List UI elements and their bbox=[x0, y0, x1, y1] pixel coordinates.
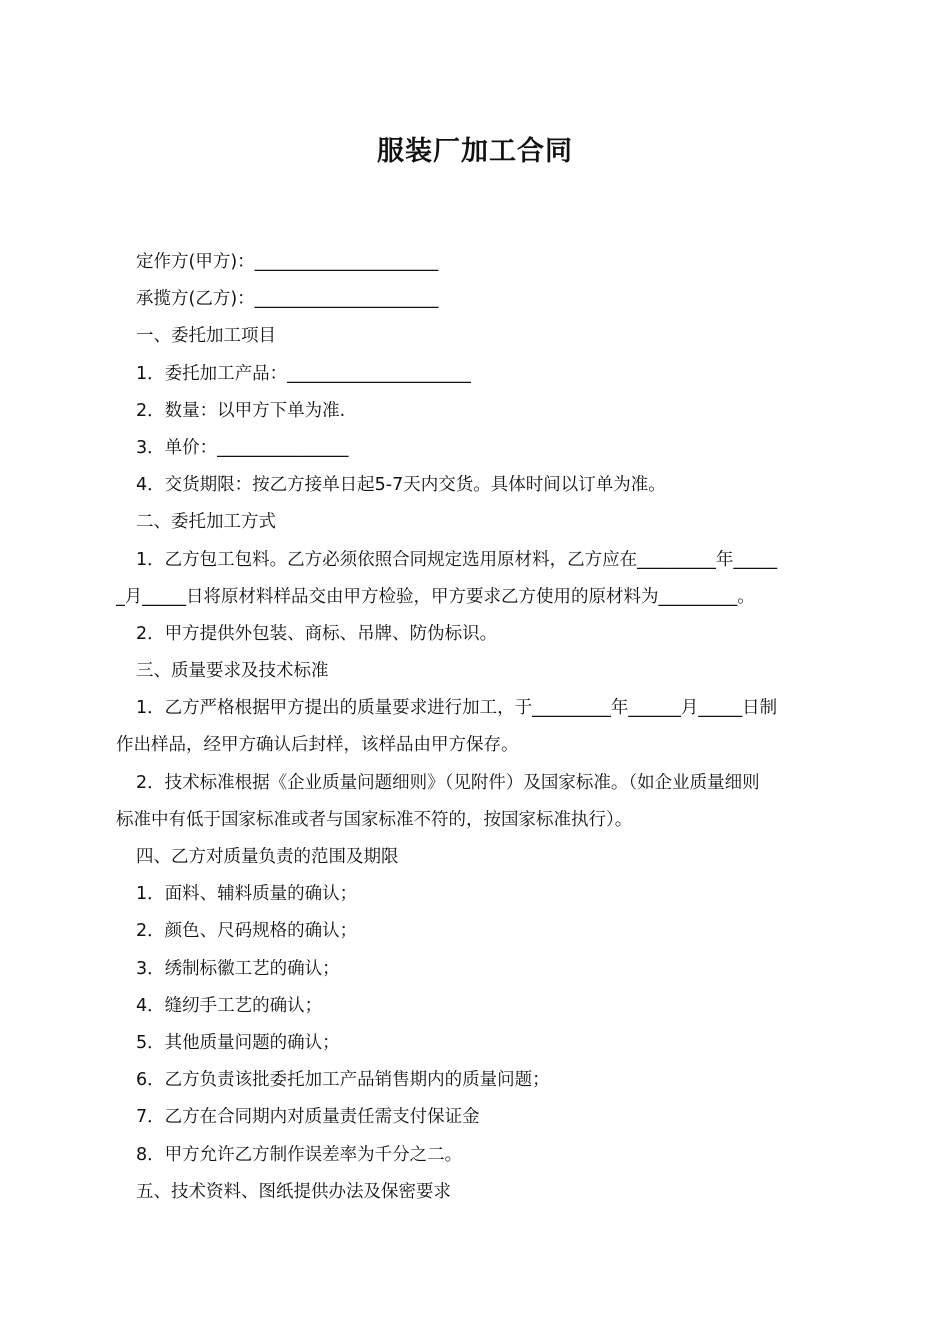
party-b-line: 承揽方(乙方)：_____________________ bbox=[136, 289, 439, 310]
clause-continuation-line: 作出样品，经甲方确认后封样，该样品由甲方保存。 bbox=[116, 735, 519, 756]
clause-line: 2．技术标准根据《企业质量问题细则》（见附件）及国家标准。（如企业质量细则 bbox=[136, 772, 760, 793]
clause-line: 6．乙方负责该批委托加工产品销售期内的质量问题； bbox=[136, 1070, 550, 1091]
document-title: 服装厂加工合同 bbox=[377, 136, 573, 167]
clause-line: 1．乙方包工包料。乙方必须依照合同规定选用原材料，乙方应在_________年_____ bbox=[136, 549, 778, 570]
clause-line: 1．委托加工产品：_____________________ bbox=[136, 363, 471, 384]
clause-line: 7．乙方在合同期内对质量责任需支付保证金 bbox=[136, 1107, 480, 1128]
clause-line: 8．甲方允许乙方制作误差率为千分之二。 bbox=[136, 1144, 463, 1165]
clause-line: 2．颜色、尺码规格的确认； bbox=[136, 921, 358, 942]
section-heading: 一、委托加工项目 bbox=[136, 326, 276, 347]
clause-line: 1．面料、辅料质量的确认； bbox=[136, 884, 358, 905]
clause-line: 4．缝纫手工艺的确认； bbox=[136, 995, 323, 1016]
clause-continuation-line: _月_____日将原材料样品交由甲方检验，甲方要求乙方使用的原材料为_________。 bbox=[116, 586, 755, 607]
section-heading: 五、技术资料、图纸提供办法及保密要求 bbox=[136, 1181, 451, 1202]
clause-line: 5．其他质量问题的确认； bbox=[136, 1032, 340, 1053]
clause-continuation-line: 标准中有低于国家标准或者与国家标准不符的，按国家标准执行）。 bbox=[116, 809, 633, 830]
section-heading: 二、委托加工方式 bbox=[136, 512, 276, 533]
document-body bbox=[116, 244, 836, 1211]
clause-line: 2．甲方提供外包装、商标、吊牌、防伪标识。 bbox=[136, 623, 498, 644]
clause-line: 1．乙方严格根据甲方提出的质量要求进行加工，于_________年______月_____日制 bbox=[136, 698, 778, 719]
clause-line: 4．交货期限：按乙方接单日起5-7天内交货。具体时间以订单为准。 bbox=[136, 475, 666, 496]
clause-line: 3．单价：_______________ bbox=[136, 437, 349, 458]
clause-line: 3．绣制标徽工艺的确认； bbox=[136, 958, 340, 979]
section-heading: 三、质量要求及技术标准 bbox=[136, 661, 329, 682]
party-a-line: 定作方(甲方)：_____________________ bbox=[136, 252, 439, 272]
clause-line: 2．数量：以甲方下单为准. bbox=[136, 400, 346, 421]
section-heading: 四、乙方对质量负责的范围及期限 bbox=[136, 847, 399, 867]
